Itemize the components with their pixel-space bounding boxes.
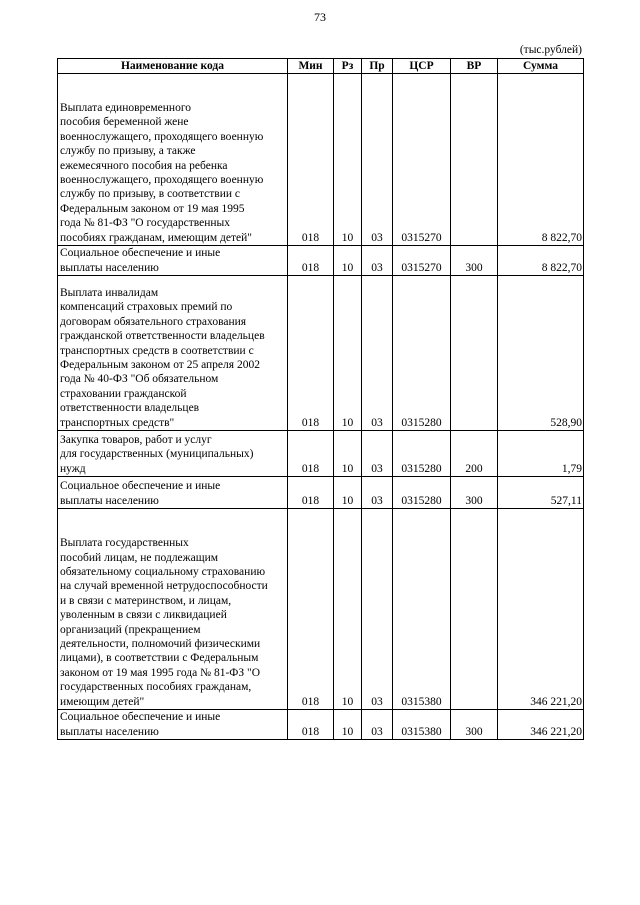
row-vr: [451, 74, 498, 246]
row-csr: 0315280: [393, 477, 451, 509]
row-min: 018: [288, 246, 334, 276]
row-vr: 300: [451, 477, 498, 509]
row-sum: 528,90: [498, 276, 584, 431]
row-min: 018: [288, 509, 334, 710]
row-csr: 0315280: [393, 276, 451, 431]
row-vr: 300: [451, 710, 498, 740]
row-pr: 03: [362, 477, 393, 509]
row-rz: 10: [334, 246, 362, 276]
row-pr: 03: [362, 246, 393, 276]
table-row: [58, 509, 584, 710]
row-pr: 03: [362, 710, 393, 740]
row-name: Выплата государственных пособий лицам, не подлежащим обязательному социальному страхованию на случай временной нетрудоспособности и в связи с материнством, и лицам, уволенным в связи с ликвидацией организаций (прекращением деятельности, полномочий физическими лицами), в соответствии с Федеральным законом от 19 мая 1995 года № 81-ФЗ "О государственных пособиях гражданам, имеющим детей": [58, 509, 288, 710]
row-rz: 10: [334, 477, 362, 509]
row-vr: [451, 276, 498, 431]
row-pr: 03: [362, 276, 393, 431]
row-sum: 8 822,70: [498, 246, 584, 276]
row-vr: 200: [451, 431, 498, 477]
row-min: 018: [288, 276, 334, 431]
row-vr: 300: [451, 246, 498, 276]
row-rz: 10: [334, 74, 362, 246]
row-name: Социальное обеспечение и иные выплаты населению: [58, 710, 288, 740]
row-pr: 03: [362, 431, 393, 477]
table-row: [58, 74, 584, 246]
table-row: [58, 710, 584, 740]
units-label: (тыс.рублей): [519, 44, 582, 56]
table-row: [58, 431, 584, 477]
budget-table: [57, 58, 584, 740]
row-rz: 10: [334, 509, 362, 710]
row-csr: 0315380: [393, 710, 451, 740]
table-header-row: [58, 59, 584, 74]
header-pr: Пр: [362, 59, 393, 74]
row-csr: 0315280: [393, 431, 451, 477]
row-rz: 10: [334, 431, 362, 477]
row-vr: [451, 509, 498, 710]
table-row: [58, 477, 584, 509]
row-sum: 527,11: [498, 477, 584, 509]
row-sum: 1,79: [498, 431, 584, 477]
table-row: [58, 276, 584, 431]
row-name: Социальное обеспечение и иные выплаты населению: [58, 477, 288, 509]
row-min: 018: [288, 431, 334, 477]
header-sum: Сумма: [498, 59, 584, 74]
row-csr: 0315380: [393, 509, 451, 710]
row-pr: 03: [362, 509, 393, 710]
row-rz: 10: [334, 710, 362, 740]
header-csr: ЦСР: [393, 59, 451, 74]
row-csr: 0315270: [393, 246, 451, 276]
row-rz: 10: [334, 276, 362, 431]
header-rz: Рз: [334, 59, 362, 74]
row-min: 018: [288, 477, 334, 509]
header-name: Наименование кода: [58, 59, 288, 74]
row-name: Социальное обеспечение и иные выплаты населению: [58, 246, 288, 276]
row-sum: 346 221,20: [498, 710, 584, 740]
row-min: 018: [288, 74, 334, 246]
header-vr: ВР: [451, 59, 498, 74]
row-sum: 8 822,70: [498, 74, 584, 246]
row-name: Выплата инвалидам компенсаций страховых премий по договорам обязательного страхования гражданской ответственности владельцев транспортных средств в соответствии с Федеральным законом от 25 апреля 2002 года № 40-ФЗ "Об обязательном страховании гражданской ответственности владельцев транспортных средств": [58, 276, 288, 431]
row-name: Закупка товаров, работ и услуг для государственных (муниципальных) нужд: [58, 431, 288, 477]
row-pr: 03: [362, 74, 393, 246]
row-min: 018: [288, 710, 334, 740]
row-csr: 0315270: [393, 74, 451, 246]
page-number: 73: [314, 10, 326, 24]
header-min: Мин: [288, 59, 334, 74]
row-name: Выплата единовременного пособия беременной жене военнослужащего, проходящего военную службу по призыву, а также ежемесячного пособия на ребенка военнослужащего, проходящего военную службу по призыву, в соответствии с Федеральным законом от 19 мая 1995 года № 81-ФЗ "О государственных пособиях гражданам, имеющим детей": [58, 74, 288, 246]
row-sum: 346 221,20: [498, 509, 584, 710]
table-row: [58, 246, 584, 276]
